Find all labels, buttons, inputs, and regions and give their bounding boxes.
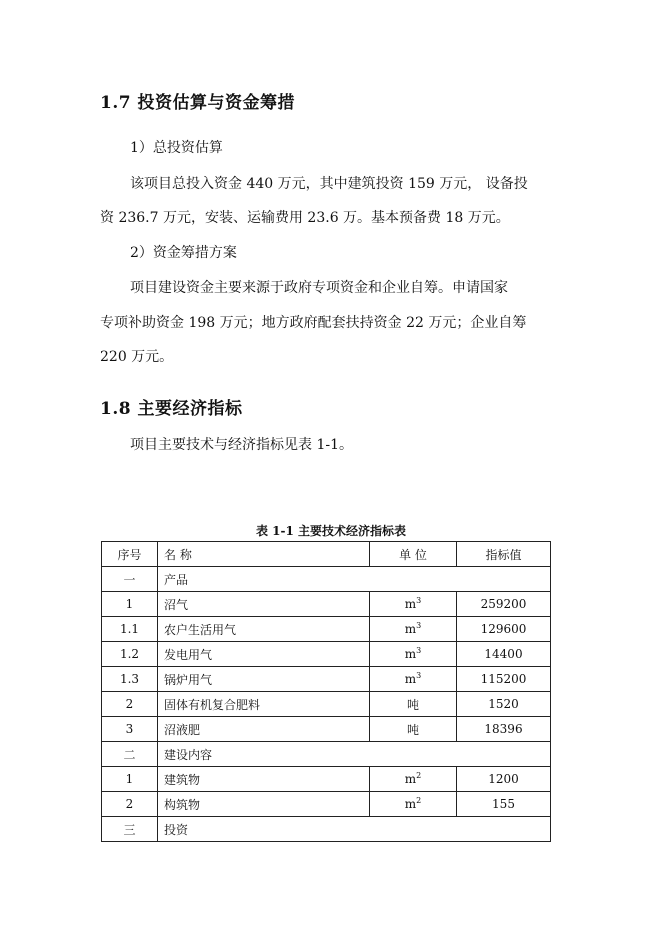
unit-symbol: m [404, 797, 417, 811]
row-no: 2 [102, 692, 158, 717]
unit-symbol: m [404, 597, 417, 611]
section-no: 二 [102, 742, 158, 767]
table-row [102, 642, 551, 667]
row-unit [370, 792, 457, 817]
row-value: 14400 [457, 642, 551, 667]
row-name: 农户生活用气 [158, 617, 370, 642]
row-value: 18396 [457, 717, 551, 742]
row-value: 259200 [457, 592, 551, 617]
table-section-row [102, 742, 551, 767]
row-value: 1520 [457, 692, 551, 717]
section-no: 一 [102, 567, 158, 592]
table-section-row [102, 817, 551, 842]
indicator-table [101, 541, 551, 842]
row-unit [370, 667, 457, 692]
row-value: 1200 [457, 767, 551, 792]
header-value: 指标值 [457, 542, 551, 567]
table-row [102, 617, 551, 642]
row-no: 2 [102, 792, 158, 817]
indicators-reference-paragraph: 项目主要技术与经济指标见表 1-1。 [130, 437, 353, 453]
row-unit: 吨 [370, 692, 457, 717]
unit-exponent: 3 [416, 621, 422, 630]
investment-paragraph-line-1: 该项目总投入资金 440 万元，其中建筑投资 159 万元， 设备投 [130, 176, 528, 192]
unit-exponent: 3 [416, 646, 422, 655]
row-no: 1 [102, 592, 158, 617]
row-name: 发电用气 [158, 642, 370, 667]
section-name: 建设内容 [158, 742, 551, 767]
unit-symbol: m [404, 622, 417, 636]
row-unit [370, 767, 457, 792]
table-row [102, 667, 551, 692]
row-name: 固体有机复合肥料 [158, 692, 370, 717]
row-no: 1.1 [102, 617, 158, 642]
row-no: 1 [102, 767, 158, 792]
unit-symbol: m [404, 672, 417, 686]
table-caption: 表 1-1 主要技术经济指标表 [255, 524, 407, 538]
row-value: 129600 [457, 617, 551, 642]
row-value: 155 [457, 792, 551, 817]
subheading-total-investment: 1）总投资估算 [130, 140, 223, 156]
funding-paragraph-line-1: 项目建设资金主要来源于政府专项资金和企业自筹。申请国家 [130, 280, 508, 296]
row-no: 3 [102, 717, 158, 742]
table-row [102, 692, 551, 717]
row-unit: 吨 [370, 717, 457, 742]
unit-exponent: 3 [416, 596, 422, 605]
subheading-funding-plan: 2）资金筹措方案 [130, 245, 237, 261]
unit-exponent: 3 [416, 671, 422, 680]
section-no: 三 [102, 817, 158, 842]
section-name: 产品 [158, 567, 551, 592]
table-header-row [102, 542, 551, 567]
table-row [102, 767, 551, 792]
row-name: 构筑物 [158, 792, 370, 817]
row-unit [370, 617, 457, 642]
header-unit: 单 位 [370, 542, 457, 567]
section-name: 投资 [158, 817, 551, 842]
unit-exponent: 2 [416, 796, 422, 805]
section-heading-1-7: 1.7 投资估算与资金筹措 [100, 93, 295, 113]
table-section-row [102, 567, 551, 592]
funding-paragraph-line-3: 220 万元。 [100, 349, 174, 365]
unit-symbol: m [404, 772, 417, 786]
header-name: 名 称 [158, 542, 370, 567]
section-heading-1-8: 1.8 主要经济指标 [100, 399, 243, 419]
row-no: 1.2 [102, 642, 158, 667]
row-name: 沼液肥 [158, 717, 370, 742]
row-name: 沼气 [158, 592, 370, 617]
header-no: 序号 [102, 542, 158, 567]
table-row [102, 792, 551, 817]
row-unit [370, 592, 457, 617]
unit-exponent: 2 [416, 771, 422, 780]
row-name: 锅炉用气 [158, 667, 370, 692]
row-name: 建筑物 [158, 767, 370, 792]
unit-symbol: m [404, 647, 417, 661]
table-row [102, 717, 551, 742]
row-no: 1.3 [102, 667, 158, 692]
table-row [102, 592, 551, 617]
investment-paragraph-line-2: 资 236.7 万元，安装、运输费用 23.6 万。基本预备费 18 万元。 [100, 210, 510, 226]
funding-paragraph-line-2: 专项补助资金 198 万元；地方政府配套扶持资金 22 万元；企业自筹 [100, 315, 527, 331]
row-value: 115200 [457, 667, 551, 692]
row-unit [370, 642, 457, 667]
